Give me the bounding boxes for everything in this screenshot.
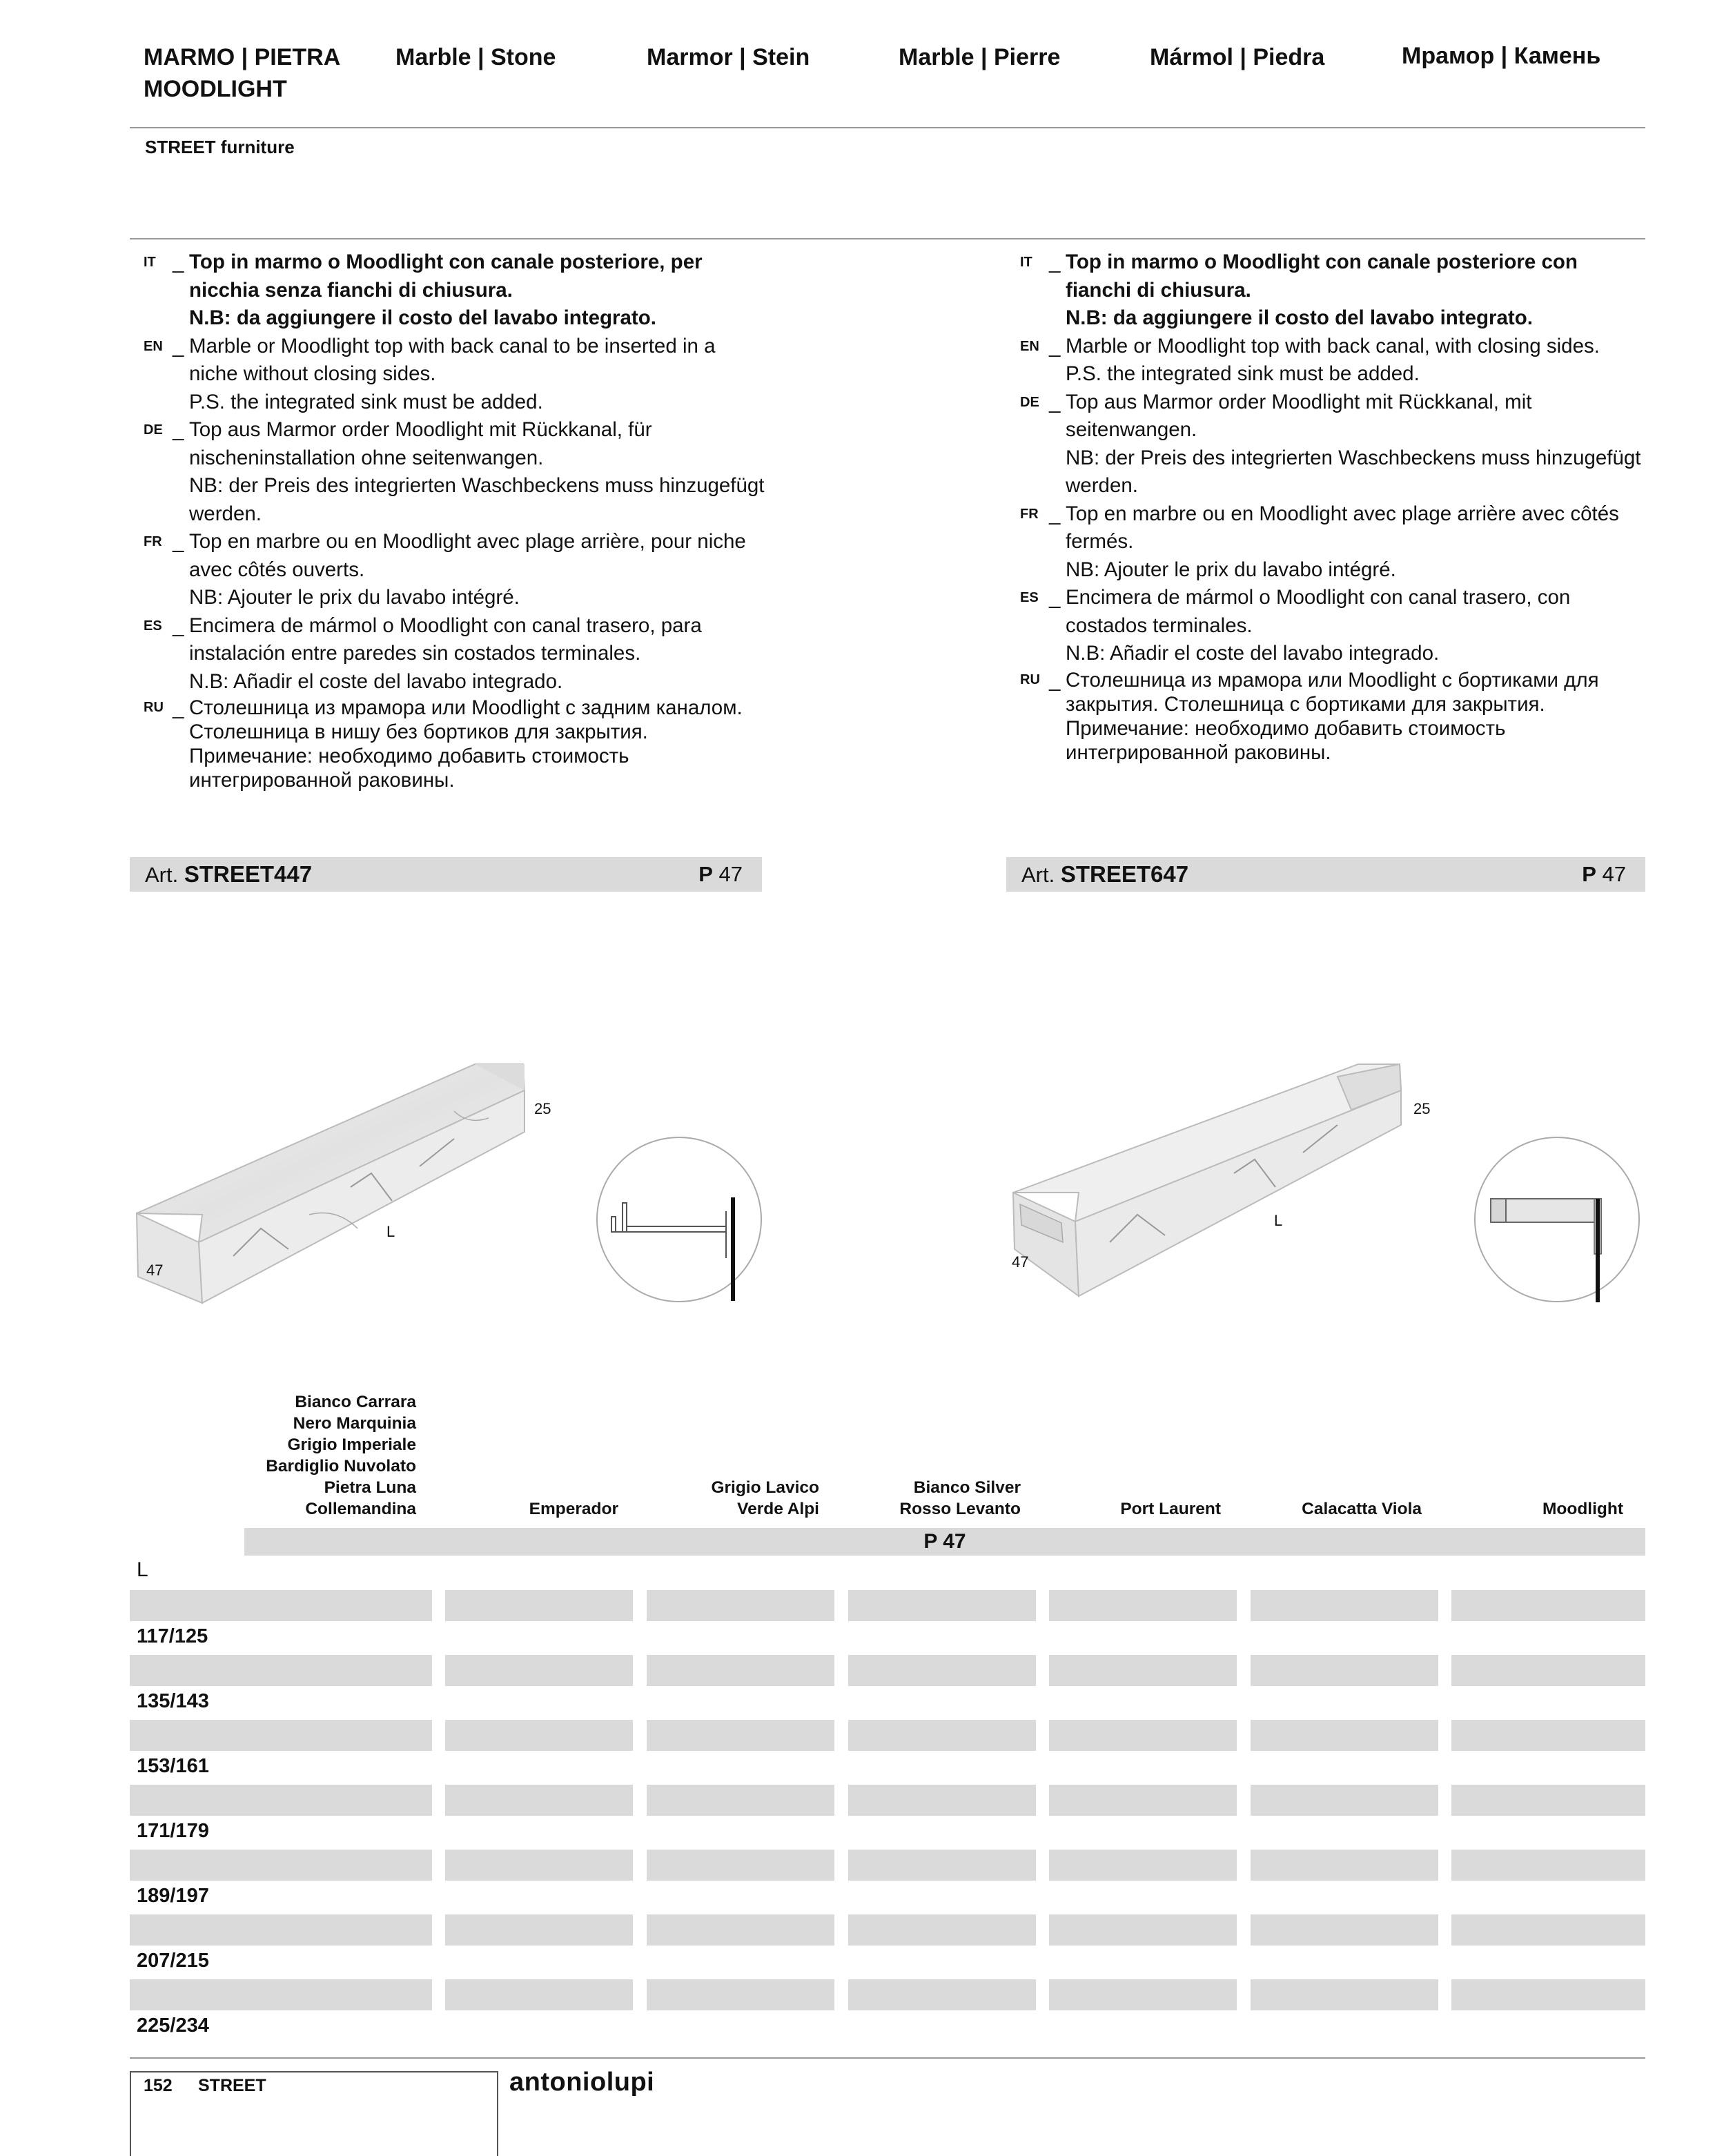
price-group-header: P 47 [244,1528,1645,1556]
col-header-7: Moodlight [1542,1500,1623,1518]
table-cell [647,1655,834,1686]
table-cell [1049,1850,1237,1881]
header-en: Marble | Stone [395,44,556,70]
table-row-label: 117/125 [137,1625,208,1647]
product-image-left [130,1049,544,1311]
table-cell [445,1590,633,1621]
table-cell [647,1979,834,2010]
table-cell [1251,1720,1438,1751]
table-row-label: 171/179 [137,1820,209,1842]
col-header-3: Grigio Lavico Verde Alpi [711,1478,819,1518]
table-cell [445,1979,633,2010]
col-header-6: Calacatta Viola [1302,1500,1422,1518]
table-cell [848,1720,1036,1751]
section-title: STREET furniture [145,137,295,157]
table-cell [445,1785,633,1816]
table-row-label: 225/234 [137,2015,209,2037]
table-cell [1451,1850,1645,1881]
table-cell [244,1850,432,1881]
col-header-4: Bianco Silver Rosso Levanto [899,1478,1021,1518]
header-es: Mármol | Piedra [1150,44,1325,70]
table-cell [1451,1979,1645,2010]
table-cell [647,1720,834,1751]
art-bar-right: Art. STREET647 P 47 [1006,857,1645,892]
table-cell [1049,1785,1237,1816]
table-row-band [130,1720,244,1751]
table-cell [1251,1979,1438,2010]
section-detail-right [1473,1135,1641,1304]
table-cell [848,1979,1036,2010]
dim-length-right: L [1274,1212,1283,1229]
table-cell [1049,1655,1237,1686]
table-cell [1251,1850,1438,1881]
table-row-label: 189/197 [137,1885,209,1907]
dim-depth-right: 47 [1012,1253,1029,1271]
table-cell [647,1914,834,1946]
table-cell [445,1850,633,1881]
header-it: MARMO | PIETRA MOODLIGHT [144,44,341,102]
table-row-band [130,1914,244,1946]
header-rule [130,127,1645,128]
product-image-right [1006,1049,1420,1311]
table-cell [1451,1785,1645,1816]
table-cell [1451,1590,1645,1621]
table-cell [848,1655,1036,1686]
table-cell [1451,1720,1645,1751]
table-cell [244,1590,432,1621]
table-cell [848,1590,1036,1621]
table-cell [445,1655,633,1686]
table-cell [647,1850,834,1881]
table-cell [848,1850,1036,1881]
header-de: Marmor | Stein [647,44,810,70]
table-cell [1049,1914,1237,1946]
table-cell [647,1590,834,1621]
table-cell [445,1914,633,1946]
table-row-band [130,1590,244,1621]
table-cell [1049,1590,1237,1621]
table-cell [445,1720,633,1751]
table-cell [1049,1979,1237,2010]
table-cell [647,1785,834,1816]
brand-logo: antoniolupi [509,2068,655,2097]
table-cell [848,1914,1036,1946]
left-description: IT _ Top in marmo o Moodlight con canale posteriore, per nicchia senza fianchi di chiusura. N.B: da aggiungere il costo del lavabo integrato. EN _ Marble or Moodlight top with back canal to be inserted in a niche without closing sides. P.S. the integrated sink must be added. DE _ Top aus Marmor order Moodlight mit Rückkanal, für nischeninstallation ohne seitenwangen. NB: der Preis des integrierten Waschbeckens muss hinzugefügt werden. FR _ Top en marbre ou en Moodlight avec plage arrière, pour niche avec côtés ouverts. NB: Ajouter le prix du lavabo intégré. ES _ Encimera de mármol o Moodlight con canal trasero, para instalación entre paredes sin costados terminales. N.B: Añadir el coste del lavabo integrado. RU _ Столешница из мрамора или Moodlight с задним каналом. Столешница в нишу без бортиков для закрытия. Примечание: необходимо добавить стоимость интегрированной раковины. [144,251,765,792]
header-ru: Мрамор | Камень [1402,43,1601,69]
col-header-5: Port Laurent [1120,1500,1221,1518]
table-cell [1251,1590,1438,1621]
dim-height-left: 25 [534,1100,551,1117]
header-fr: Marble | Pierre [899,44,1061,70]
table-cell [848,1785,1036,1816]
table-cell [1251,1914,1438,1946]
dim-height-right: 25 [1413,1100,1431,1117]
table-cell [1251,1785,1438,1816]
table-row-band [130,1850,244,1881]
table-row-band [130,1979,244,2010]
footer-rule [130,2057,1645,2059]
section-rule [130,238,1645,239]
table-cell [1049,1720,1237,1751]
table-cell [1451,1655,1645,1686]
table-cell [244,1979,432,2010]
table-cell [244,1914,432,1946]
table-cell [244,1655,432,1686]
col-header-2: Emperador [529,1500,618,1518]
art-bar-left: Art. STREET447 P 47 [130,857,762,892]
table-row-band [130,1785,244,1816]
table-cell [1451,1914,1645,1946]
page-number: 152 [144,2076,173,2095]
table-cell [244,1785,432,1816]
footer-box [130,2071,498,2156]
l-label: L [137,1558,148,1581]
table-cell [244,1720,432,1751]
table-row-label: 135/143 [137,1690,209,1712]
right-description: IT _ Top in marmo o Moodlight con canale posteriore con fianchi di chiusura. N.B: da aggiungere il costo del lavabo integrato. EN _ Marble or Moodlight top with back canal, with closing sides. P.S. the integrated sink must be added. DE _ Top aus Marmor order Moodlight mit Rückkanal, mit seitenwangen. NB: der Preis des integrierten Waschbeckens muss hinzugefügt werden. FR _ Top en marbre ou en Moodlight avec plage arrière avec côtés fermés. NB: Ajouter le prix du lavabo intégré. ES _ Encimera de mármol o Moodlight con canal trasero, con costados terminales. N.B: Añadir el coste del lavabo integrado. RU _ Столешница из мрамора или Moodlight с бортиками для закрытия. Столешница с бортиками для закрытия. Примечание: необходимо добавить стоимость интегрированной раковины. [1020,251,1641,764]
table-row-label: 207/215 [137,1950,209,1972]
table-row-band [130,1655,244,1686]
section-detail-left [595,1135,763,1304]
footer-section: STREET [198,2076,266,2095]
dim-length-left: L [386,1223,395,1240]
table-row-label: 153/161 [137,1755,209,1777]
col-header-1: Bianco Carrara Nero Marquinia Grigio Imperiale Bardiglio Nuvolato Pietra Luna Collemandina [266,1393,416,1518]
table-cell [1251,1655,1438,1686]
dim-depth-left: 47 [146,1262,164,1279]
